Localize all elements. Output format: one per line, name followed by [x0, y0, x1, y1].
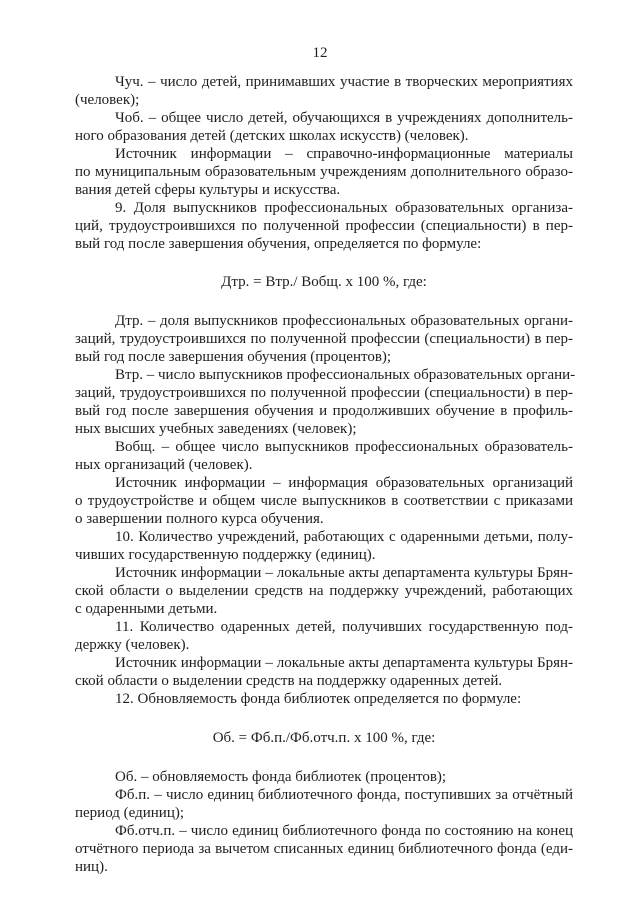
paragraph — [75, 438, 573, 474]
text-line: Фб.п. – число единиц библиотечного фонда, поступивших за отчётный — [115, 787, 573, 803]
text-line: отчётного периода за вычетом списанных единиц библиотечного фонда (еди- — [75, 841, 573, 857]
text-line: вания детей сферы культуры и искусства. — [75, 182, 341, 198]
text-line: Дтр. – доля выпускников профессиональных образовательных органи- — [115, 313, 573, 329]
formula: Об. = Фб.п./Фб.отч.п. х 100 %, где: — [212, 730, 436, 746]
text-line: ской области о выделении средств на поддержку учреждений, работающих — [75, 583, 573, 599]
text-line: ного образования детей (детских школах искусств) (человек). — [75, 128, 469, 144]
document-body — [75, 73, 576, 876]
text-line: ниц). — [75, 859, 108, 875]
text-line: Чоб. – общее число детей, обучающихся в учреждениях дополнитель- — [115, 110, 573, 126]
paragraph — [75, 474, 573, 528]
paragraph — [75, 109, 573, 145]
paragraph — [75, 145, 573, 199]
text-line: о трудоустройстве и общем числе выпускников в соответствии с приказами — [75, 493, 573, 509]
text-line: 12. Обновляемость фонда библиотек определяется по формуле: — [115, 691, 522, 707]
text-line: о завершении полного курса обучения. — [75, 511, 324, 527]
text-line: ций, трудоустроившихся по полученной профессии (специальности) в пер- — [75, 218, 573, 234]
paragraph — [75, 618, 573, 654]
text-line: Вобщ. – общее число выпускников профессиональных образователь- — [115, 439, 573, 455]
page-number: 12 — [312, 45, 328, 61]
paragraph — [75, 199, 573, 253]
paragraph — [75, 768, 573, 786]
text-line: вый год после завершения обучения (процентов); — [75, 349, 392, 365]
text-line: Об. – обновляемость фонда библиотек (процентов); — [115, 769, 447, 785]
text-line: с одаренными детьми. — [75, 601, 218, 617]
text-line: по муниципальным образовательным учреждениям дополнительного образо- — [75, 164, 573, 180]
text-line: 9. Доля выпускников профессиональных образовательных организа- — [115, 200, 573, 216]
text-line: Фб.отч.п. – число единиц библиотечного фонда по состоянию на конец — [115, 823, 573, 839]
text-line: ных высших учебных заведениях (человек); — [75, 421, 357, 437]
paragraph — [75, 366, 576, 438]
text-line: Втр. – число выпускников профессиональных образовательных органи- — [115, 367, 576, 383]
text-line: Источник информации – локальные акты департамента культуры Брян- — [115, 565, 573, 581]
paragraph — [75, 73, 573, 109]
text-line: (человек); — [75, 92, 140, 108]
formula: Дтр. = Втр./ Вобщ. х 100 %, где: — [221, 274, 427, 290]
text-line: держку (человек). — [75, 637, 190, 653]
paragraph — [75, 312, 573, 366]
text-line: вый год после завершения обучения, определяется по формуле: — [75, 236, 482, 252]
paragraph — [75, 822, 573, 876]
text-line: Чуч. – число детей, принимавших участие в творческих мероприятиях — [115, 74, 573, 90]
text-line: ных организаций (человек). — [75, 457, 253, 473]
paragraph — [75, 654, 573, 690]
text-line: Источник информации – информация образовательных организаций — [115, 475, 573, 491]
text-line: вый год после завершения обучения и продолживших обучение в профиль- — [75, 403, 573, 419]
text-line: Источник информации – локальные акты департамента культуры Брян- — [115, 655, 573, 671]
text-line: 10. Количество учреждений, работающих с одаренными детьми, полу- — [115, 529, 573, 545]
text-line: заций, трудоустроившихся по полученной профессии (специальности) в пер- — [75, 385, 573, 401]
text-line: заций, трудоустроившихся по полученной профессии (специальности) в пер- — [75, 331, 573, 347]
text-line: 11. Количество одаренных детей, получивших государственную под- — [115, 619, 573, 635]
text-line: чивших государственную поддержку (единиц). — [75, 547, 376, 563]
text-line: период (единиц); — [75, 805, 185, 821]
paragraph — [75, 690, 573, 708]
text-line: ской области о выделении средств на поддержку одаренных детей. — [75, 673, 503, 689]
text-line: Источник информации – справочно-информационные материалы — [115, 146, 573, 162]
paragraph — [75, 564, 573, 618]
paragraph — [75, 528, 573, 564]
paragraph — [75, 786, 573, 822]
